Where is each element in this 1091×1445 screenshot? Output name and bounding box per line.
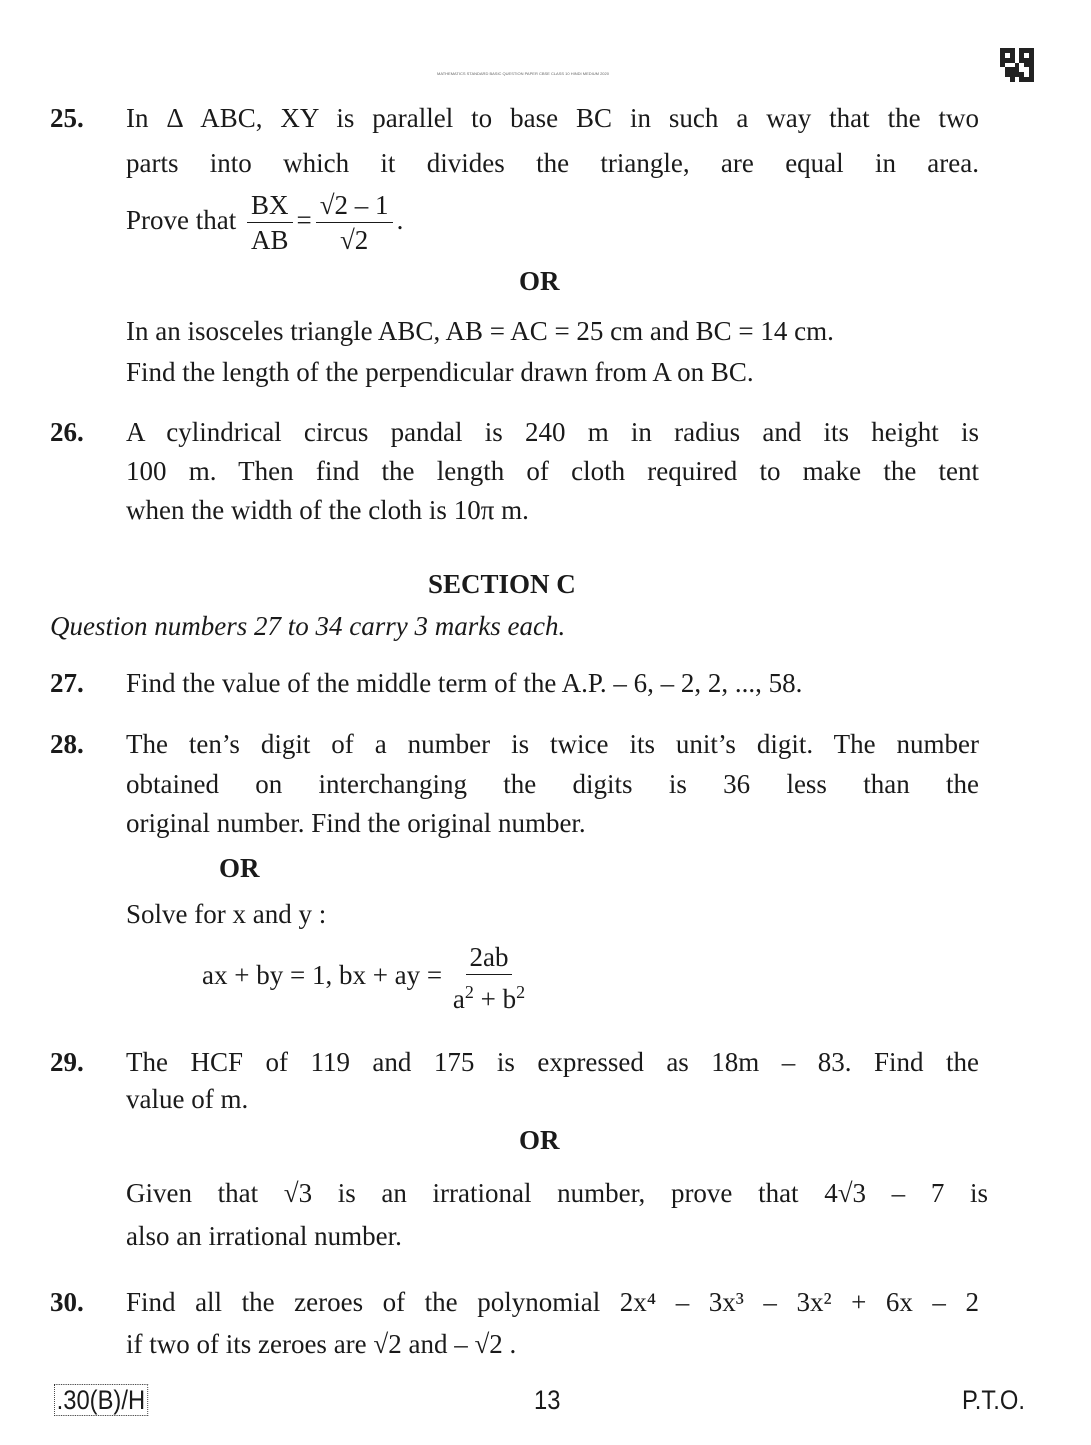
q26-line: when the width of the cloth is 10π m.	[126, 495, 529, 525]
numerator: √2 – 1	[316, 188, 393, 223]
q25-alt-line: In an isosceles triangle ABC, AB = AC = 25 cm and BC = 14 cm.	[126, 316, 834, 346]
question-number: 29.	[50, 1047, 84, 1077]
denominator: √2	[339, 225, 369, 256]
q25-alt-line: Find the length of the perpendicular drawn from A on BC.	[126, 357, 754, 387]
exp: 2	[516, 982, 526, 1002]
qr-code-icon	[1000, 48, 1034, 82]
question-number: 26.	[50, 417, 84, 447]
q28-line: original number. Find the original number.	[126, 808, 586, 838]
pto-label: P.T.O.	[962, 1385, 1025, 1415]
q29-line: value of m.	[126, 1084, 249, 1114]
q28-equation	[202, 940, 1055, 1016]
or-label: OR	[219, 853, 260, 883]
q27-line: Find the value of the middle term of the A.P. – 6, – 2, 2, ..., 58.	[126, 668, 803, 698]
prove-label: Prove that	[126, 205, 237, 235]
exp: 2	[464, 982, 474, 1002]
q28-line: obtained on interchanging the digits is 36 less than the	[126, 769, 979, 799]
denominator	[453, 975, 525, 1016]
q29-line: The HCF of 119 and 175 is expressed as 18m – 83. Find the	[126, 1047, 979, 1077]
fraction-root	[316, 188, 393, 257]
fraction-2ab	[453, 940, 525, 1016]
period: .	[396, 205, 404, 235]
page-number: 13	[534, 1385, 561, 1415]
q26-line: 100 m. Then find the length of cloth required to make the tent	[126, 456, 979, 486]
question-number: 27.	[50, 668, 84, 698]
question-number: 30.	[50, 1287, 84, 1317]
equals: =	[296, 205, 312, 235]
section-title: SECTION C	[428, 569, 576, 599]
numerator: 2ab	[466, 940, 513, 975]
q28-line: The ten’s digit of a number is twice its unit’s digit. The number	[126, 729, 979, 759]
question-number: 28.	[50, 729, 84, 759]
q29-alt-line: Given that √3 is an irrational number, prove that 4√3 – 7 is	[126, 1178, 988, 1208]
or-label: OR	[519, 266, 560, 296]
denominator: AB	[250, 225, 289, 256]
section-instruction: Question numbers 27 to 34 carry 3 marks each.	[50, 611, 566, 641]
q25-line: In Δ ABC, XY is parallel to base BC in such a way that the two	[126, 103, 979, 133]
paper-code: .30(B)/H	[54, 1384, 148, 1416]
equation-left: ax + by = 1, bx + ay =	[202, 960, 443, 991]
q28-alt-line: Solve for x and y :	[126, 899, 327, 929]
numerator: BX	[247, 188, 293, 223]
den-b: + b	[473, 984, 517, 1014]
header-microtext: MATHEMATICS STANDARD BASIC QUESTION PAPER CBSE CLASS 10 HINDI MEDIUM 2020	[437, 71, 609, 76]
q25-equation	[126, 186, 979, 257]
q30-line: if two of its zeroes are √2 and – √2 .	[126, 1329, 517, 1359]
question-number: 25.	[50, 103, 84, 133]
or-label: OR	[519, 1125, 560, 1155]
q26-line: A cylindrical circus pandal is 240 m in radius and its height is	[126, 417, 979, 447]
q29-alt-line: also an irrational number.	[126, 1221, 402, 1251]
q30-line: Find all the zeroes of the polynomial 2x⁴ – 3x³ – 3x² + 6x – 2	[126, 1287, 979, 1317]
fraction-bx-ab	[247, 188, 293, 257]
q25-line: parts into which it divides the triangle, are equal in area.	[126, 148, 979, 178]
den-a: a	[452, 984, 465, 1014]
